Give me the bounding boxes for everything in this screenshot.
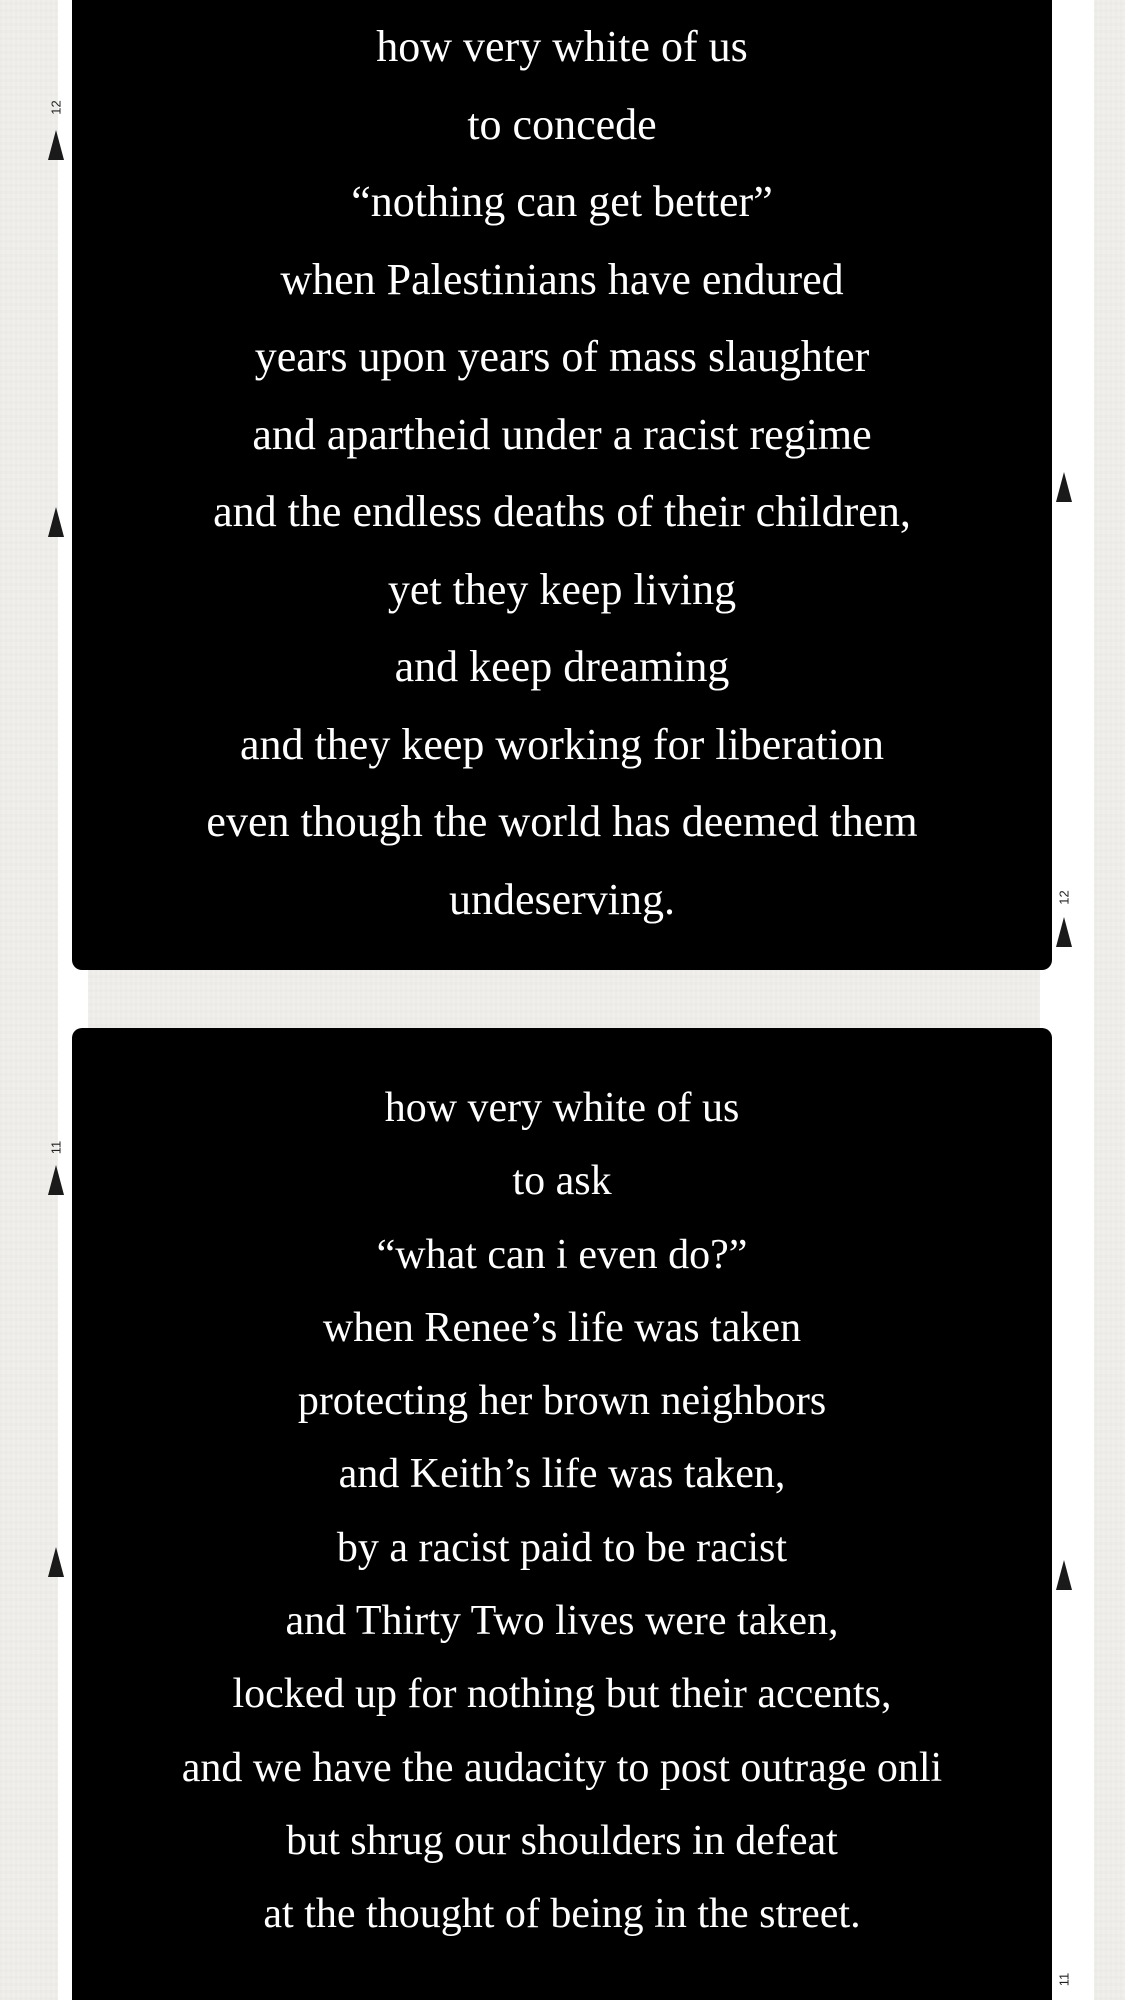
poem-line: undeserving. [448, 874, 676, 924]
poem-line: to ask [512, 1158, 612, 1205]
poem-line: when Renee’s life was taken [322, 1304, 802, 1351]
poem-line: locked up for nothing but their accents, [232, 1671, 892, 1718]
frame-number-label: 12 [48, 100, 64, 115]
poem-line: and keep dreaming [394, 642, 730, 691]
poem-line: how very white of us [376, 22, 748, 71]
poem-line: how very white of us [384, 1085, 740, 1131]
frame-number-label: 11 [48, 1140, 64, 1155]
poem-line: by a racist paid to be racist [336, 1524, 788, 1571]
poem-stanza-top [72, 8, 1052, 938]
film-frame-top [72, 0, 1052, 970]
frame-number-label: 11 [1056, 1972, 1072, 1987]
triangle-marker-icon [46, 1163, 66, 1197]
frame-number-label: 12 [1056, 890, 1072, 905]
poem-line: protecting her brown neighbors [297, 1378, 827, 1425]
poem-line: years upon years of mass slaughter [254, 332, 870, 381]
poem-line: yet they keep living [387, 564, 737, 614]
poem-line: and the endless deaths of their children, [213, 487, 911, 536]
poem-line: when Palestinians have endured [280, 254, 844, 304]
poem-line: to concede [467, 99, 657, 149]
poem-stanza-bottom [72, 1072, 1052, 1952]
poem-line: “nothing can get better” [351, 177, 773, 226]
triangle-marker-icon [46, 1545, 66, 1579]
poem-line: but shrug our shoulders in defeat [286, 1817, 838, 1864]
poem-line: and Keith’s life was taken, [338, 1451, 786, 1498]
triangle-marker-icon [1054, 470, 1074, 504]
poem-line: and apartheid under a racist regime [252, 409, 872, 459]
poem-line: and we have the audacity to post outrage onli [181, 1744, 943, 1791]
poem-line: “what can i even do?” [376, 1231, 748, 1278]
poem-line: and they keep working for liberation [240, 719, 884, 769]
poem-line: even though the world has deemed them [206, 797, 918, 846]
film-frame-bottom [72, 1028, 1052, 2000]
triangle-marker-icon [1054, 915, 1074, 949]
poem-line: at the thought of being in the street. [263, 1891, 861, 1938]
triangle-marker-icon [46, 128, 66, 162]
triangle-marker-icon [46, 505, 66, 539]
triangle-marker-icon [1054, 1558, 1074, 1592]
poem-line: and Thirty Two lives were taken, [285, 1598, 839, 1645]
